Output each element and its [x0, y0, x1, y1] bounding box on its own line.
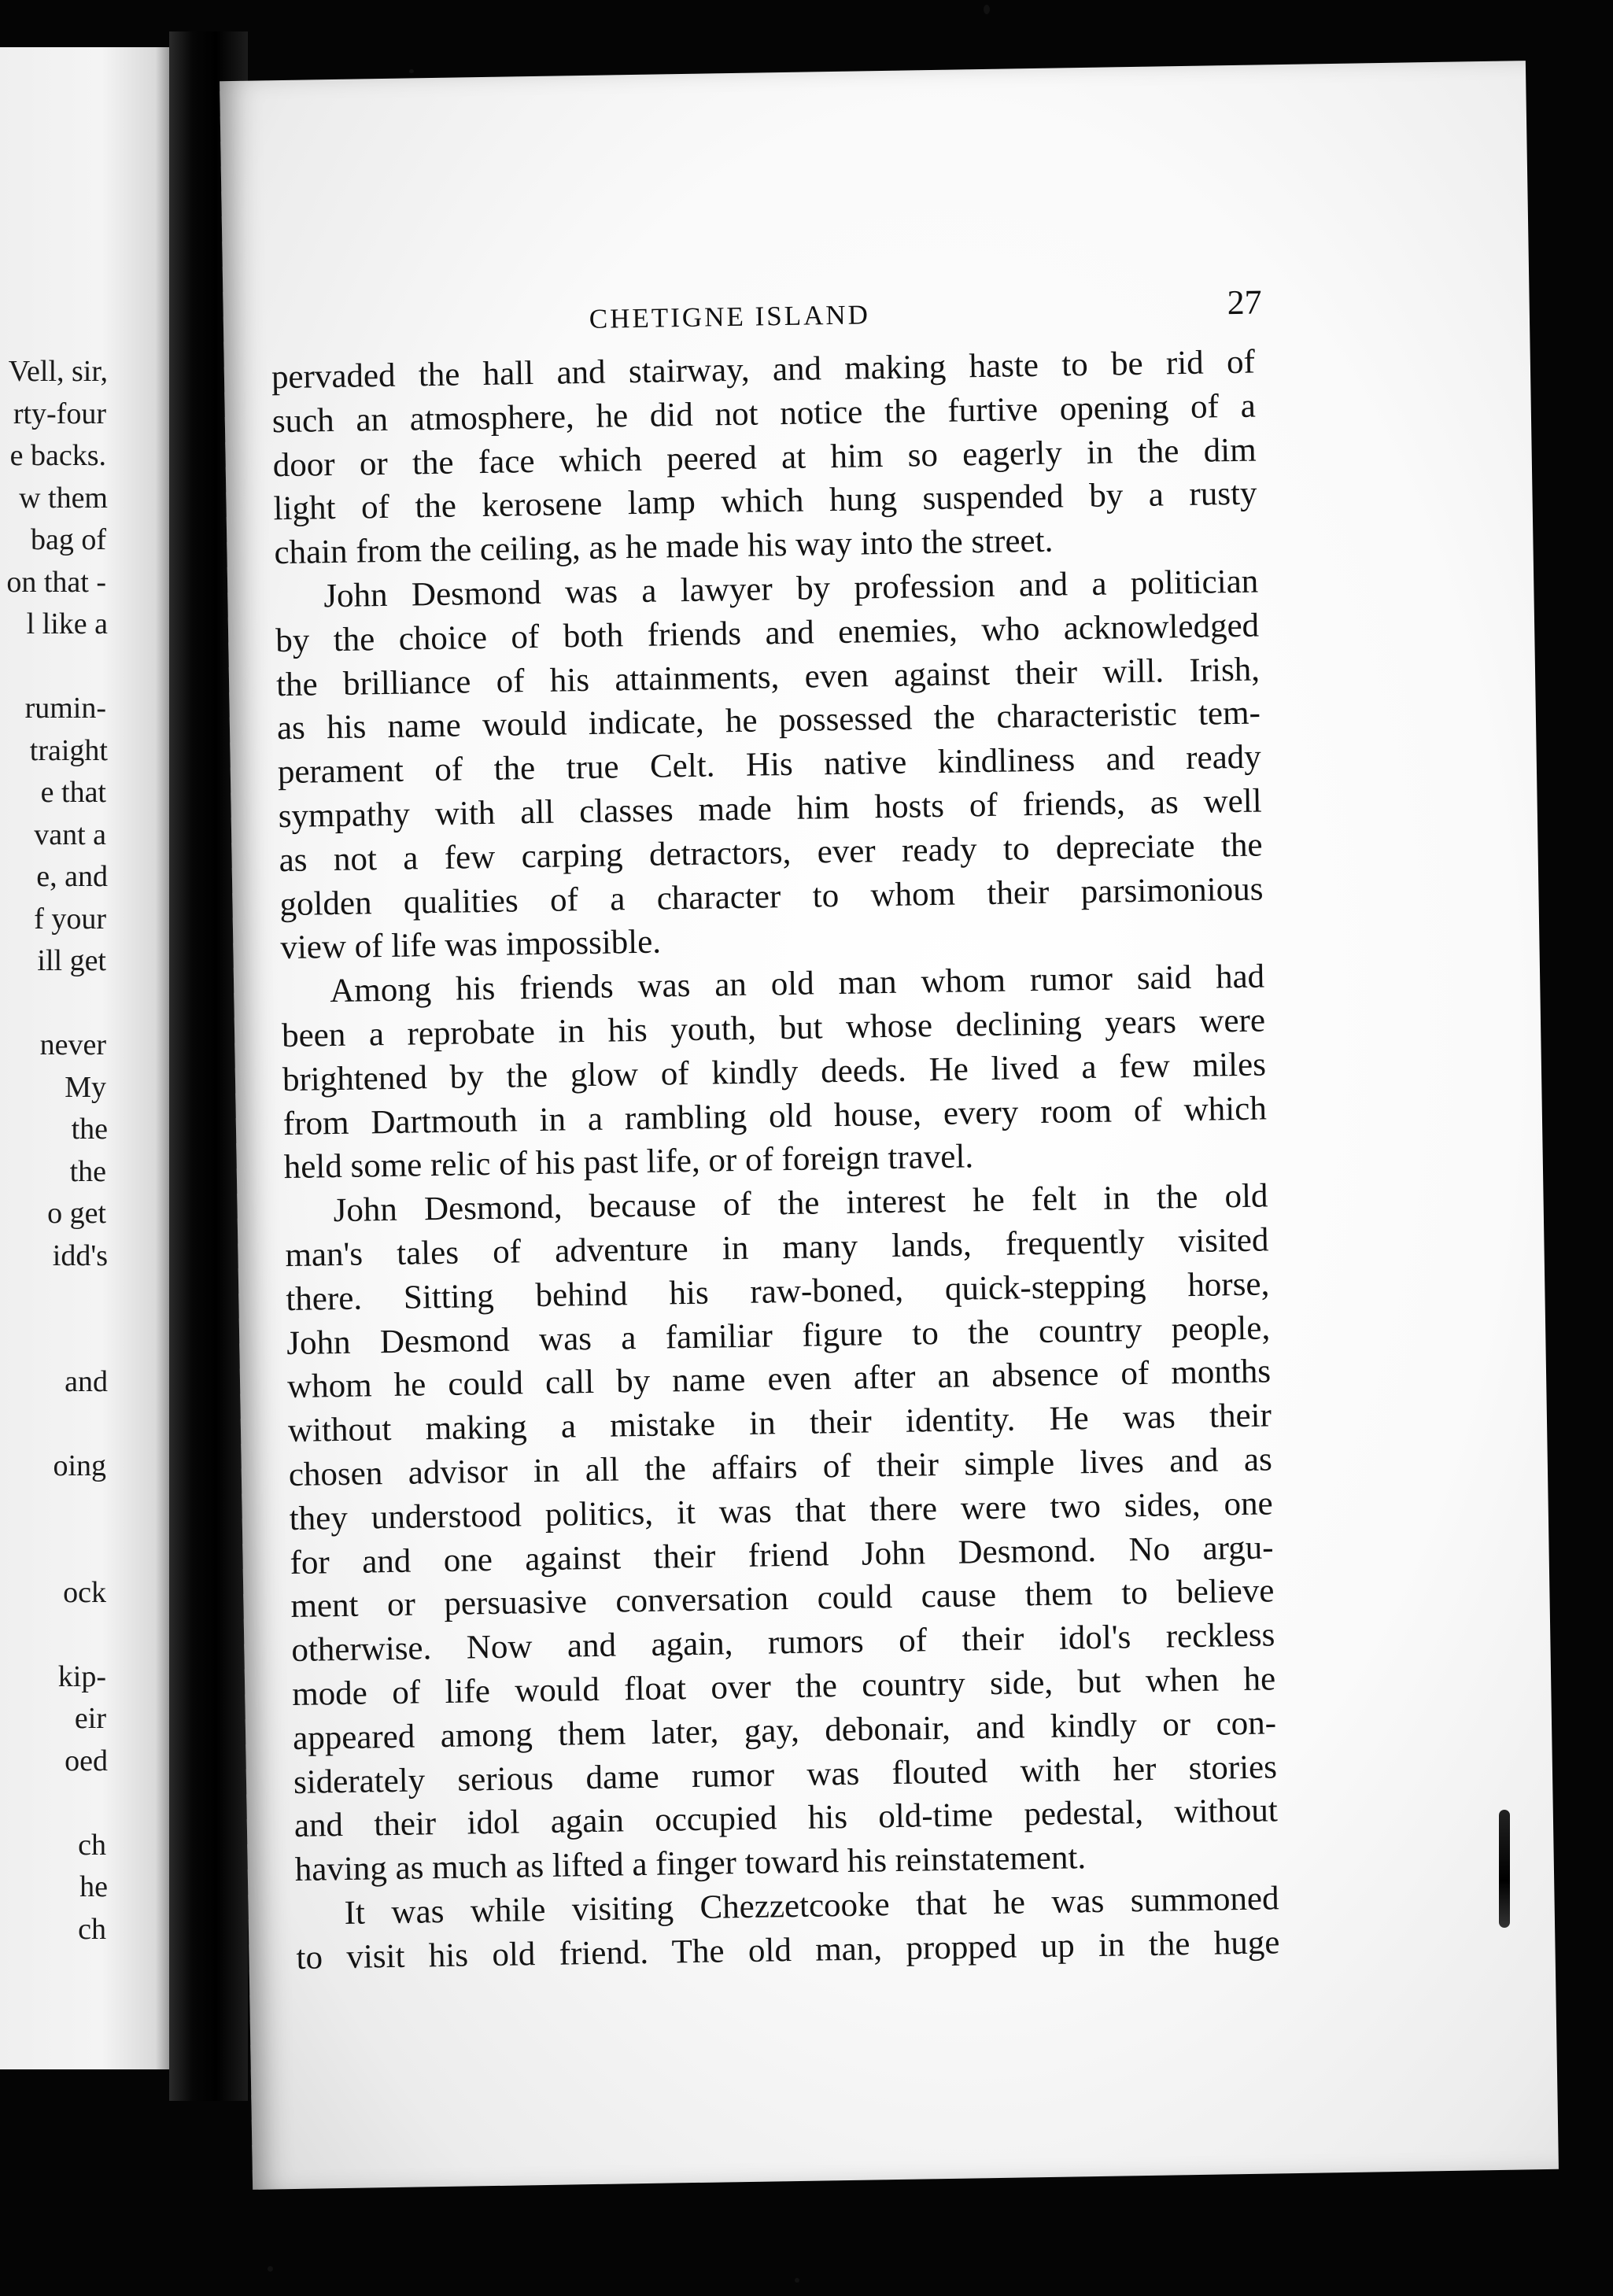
- left-page-text-fragment: traight: [29, 733, 108, 767]
- text-line: otherwise. Now and again, rumors of their idol's reckless: [291, 1616, 1275, 1670]
- left-page-text-fragment: on that -: [6, 565, 106, 599]
- dust-speck: [795, 2278, 799, 2283]
- text-line: and their idol again occupied his old-time pedestal, without: [293, 1792, 1279, 1845]
- text-line: perament of the true Celt. His native kindliness and ready: [277, 738, 1262, 792]
- text-line: light of the kerosene lamp which hung suspended by a rusty: [273, 474, 1257, 528]
- dust-speck: [984, 5, 990, 14]
- left-page-text-fragment: ch: [78, 1828, 106, 1862]
- text-line: mode of life would float over the country side, but when he: [291, 1660, 1276, 1713]
- left-page-text-fragment: vant a: [34, 818, 106, 851]
- left-page-text-fragment: oing: [53, 1449, 106, 1482]
- text-line: the brilliance of his attainments, even against their will. Irish,: [275, 651, 1261, 703]
- left-page-text-fragment: the: [69, 1154, 106, 1188]
- left-page-text-fragment: bag of: [30, 523, 106, 556]
- text-line: brightened by the glow of kindly deeds. He lived a few miles: [282, 1046, 1267, 1098]
- left-page-text-fragment: e backs.: [9, 439, 106, 472]
- text-line: to visit his old friend. The old man, propped up in the huge: [296, 1924, 1280, 1977]
- text-line: appeared among them later, gay, debonair, and kindly or con-: [292, 1704, 1277, 1757]
- left-page-text-fragment: eir: [74, 1702, 106, 1735]
- dust-speck: [409, 69, 414, 73]
- text-line: as not a few carping detractors, ever ready to depreciate the: [279, 826, 1263, 879]
- text-line: It was while visiting Chezzetcooke that he was summoned: [344, 1880, 1279, 1932]
- text-line: from Dartmouth in a rambling old house, every room of which: [282, 1090, 1268, 1142]
- text-line: held some relic of his past life, or of foreign travel.: [283, 1138, 974, 1187]
- text-line: chain from the ceiling, as he made his way into the street.: [274, 522, 1054, 572]
- left-page-text-fragment: l like a: [26, 607, 108, 640]
- left-page-text-fragment: ill get: [37, 944, 106, 977]
- text-line: been a reprobate in his youth, but whose declining years were: [281, 1002, 1266, 1055]
- text-line: John Desmond was a lawyer by profession and a politician: [323, 563, 1259, 615]
- margin-scratch-mark: [1499, 1810, 1510, 1928]
- left-facing-page: [0, 47, 169, 2069]
- text-line: for and one against their friend John Desmond. No argu-: [290, 1528, 1274, 1582]
- left-page-text-fragment: rumin-: [24, 692, 106, 725]
- left-page-text-fragment: My: [65, 1070, 106, 1104]
- text-line: door or the face which peered at him so eagerly in the dim: [272, 431, 1257, 484]
- left-page-text-fragment: rty-four: [13, 397, 106, 430]
- text-line: having as much as lifted a finger toward his reinstatement.: [294, 1839, 1087, 1889]
- left-page-text-fragment: and: [65, 1365, 108, 1398]
- text-line: Among his friends was an old man whom rumor said had: [329, 958, 1265, 1010]
- text-line: they understood politics, it was that there were two sides, one: [289, 1485, 1273, 1537]
- left-page-text-fragment: ch: [78, 1912, 106, 1946]
- text-line: man's tales of adventure in many lands, frequently visited: [285, 1221, 1269, 1275]
- page-number: 27: [1227, 282, 1263, 323]
- left-page-text-fragment: oed: [65, 1744, 108, 1777]
- left-page-text-fragment: e that: [40, 776, 106, 809]
- left-page-text-fragment: Vell, sir,: [8, 355, 108, 388]
- left-page-text-fragment: ock: [63, 1575, 106, 1609]
- text-line: as his name would indicate, he possessed the characteristic tem-: [276, 694, 1261, 747]
- text-line: chosen advisor in all the affairs of their simple lives and as: [288, 1441, 1273, 1493]
- text-line: siderately serious dame rumor was flouted with her stories: [293, 1748, 1278, 1801]
- text-line: pervaded the hall and stairway, and making haste to be rid of: [271, 343, 1256, 397]
- text-line: by the choice of both friends and enemies, who acknowledged: [275, 607, 1260, 659]
- left-page-text-fragment: w them: [19, 481, 108, 515]
- text-line: whom he could call by name even after an absence of months: [286, 1353, 1272, 1406]
- left-page-text-fragment: idd's: [52, 1238, 108, 1272]
- text-line: golden qualities of a character to whom their parsimonious: [279, 870, 1264, 923]
- left-page-text-fragment: kip-: [57, 1659, 106, 1693]
- running-head: CHETIGNE ISLAND: [589, 299, 871, 334]
- text-line: sympathy with all classes made him hosts of friends, as well: [278, 782, 1262, 836]
- left-page-text-fragment: the: [71, 1113, 108, 1146]
- right-page: [220, 61, 1559, 2190]
- text-line: without making a mistake in their identity. He was their: [287, 1397, 1272, 1450]
- text-line: such an atmosphere, he did not notice the furtive opening of a: [271, 387, 1257, 441]
- left-page-text-fragment: f your: [34, 902, 106, 936]
- text-line: there. Sitting behind his raw-boned, quick-stepping horse,: [286, 1265, 1270, 1318]
- left-page-text-fragment: e, and: [36, 860, 108, 893]
- left-page-text-fragment: he: [79, 1870, 108, 1903]
- text-line: John Desmond was a familiar figure to the country people,: [286, 1309, 1271, 1362]
- text-line: John Desmond, because of the interest he felt in the old: [333, 1177, 1268, 1230]
- text-line: view of life was impossible.: [280, 923, 662, 967]
- left-page-text-fragment: o get: [47, 1197, 106, 1230]
- text-line: ment or persuasive conversation could cause them to believe: [290, 1572, 1275, 1626]
- left-page-text-fragment: never: [39, 1028, 106, 1061]
- dust-speck: [268, 2266, 273, 2272]
- body-text: [271, 341, 1280, 1980]
